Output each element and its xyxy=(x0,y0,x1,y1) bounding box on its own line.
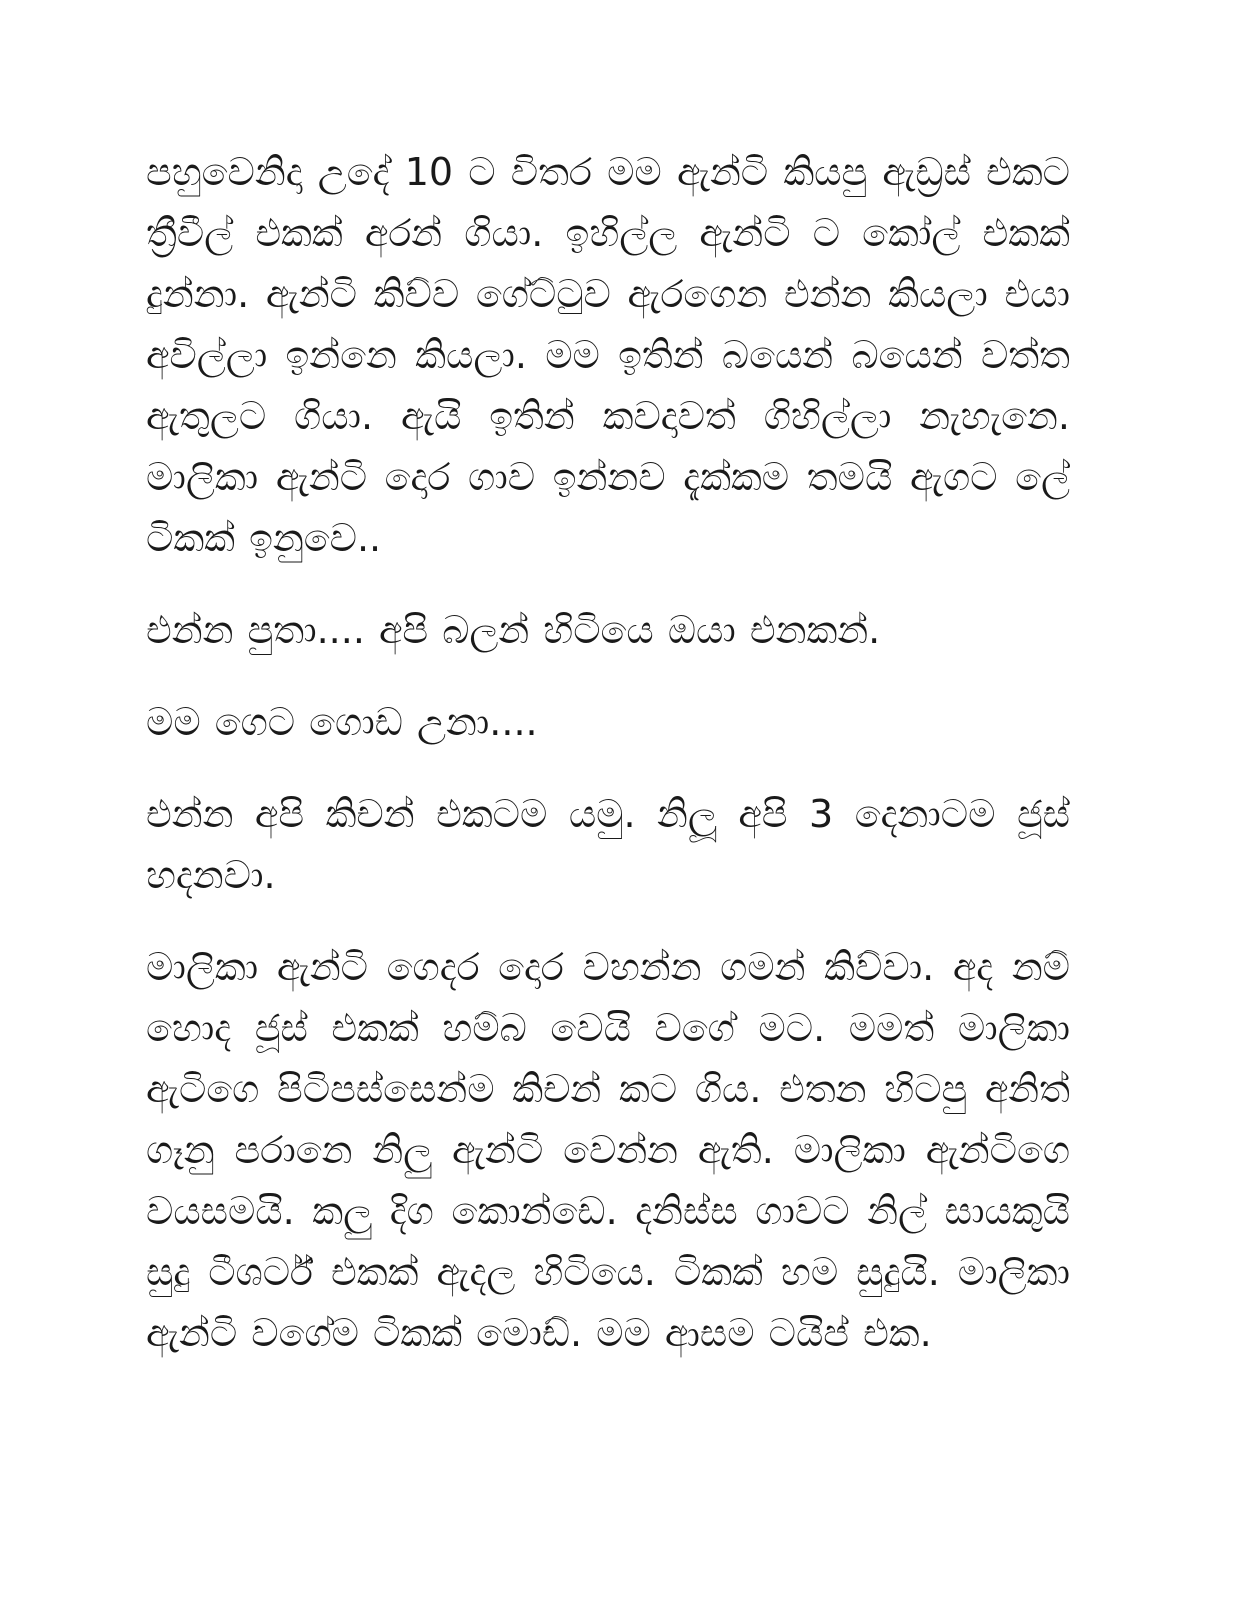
paragraph-entering: මම ගෙට ගොඩ උනා.... xyxy=(146,700,538,744)
story-text xyxy=(146,142,1070,1364)
paragraph-welcome: එන්න පුතා.... අපි බලන් හිටියෙ ඔයා එනකන්. xyxy=(146,608,881,652)
paragraph-description: මාලිකා ඇන්ටි ගෙදර දොර වහන්න ගමන් කිව්වා. අද නම් හොද ජූස් එකක් හම්බ වෙයි වගේ මට. මමත් මාලිකා ඇටිගෙ පිටිපස්සෙන්ම කිචන් කට ගිය. එතන හිටපු අනිත් ගෑනු පරානෙ නිලු ඇන්ටි වෙන්න ඇති. මාලිකා ඇන්ටිගෙ වයසමයි. කලු දිග කොන්ඩෙ. දනිස්ස ගාවට නිල් සායකුයි සුදු ටීශර්ට් එකක් ඇදල හිටියෙ. ටිකක් හම සුදුයි. මාලිකා ඇන්ටි වගේම ටිකක් මොඩ්. මම ආසම ටයිප් එක. xyxy=(146,945,1070,1355)
paragraph-arrival: පහුවෙනිදා උදේ 10 ට විතර මම ඇන්ටි කියපු ඇඩ්‍රස් එකට ත්‍රීවීල් එකක් අරන් ගියා. ඉහිල්ල ඇන්ටි ට කෝල් එකක් දුන්නා. ඇන්ටි කිව්ව ගේට්ටුව ඇරගෙන එන්න කියලා එයා අවිල්ලා ඉන්නෙ කියලා. මම ඉතින් බයෙන් බයෙන් වත්ත ඇතුලට ගියා. ඇයි ඉතින් කවදාවත් ගිහිල්ලා නැහැනෙ. මාලිකා ඇන්ටි දොර ගාව ඉන්නව දැක්කම තමයි ඇගට ලේ ටිකක් ඉනුවෙ.. xyxy=(146,150,1070,560)
paragraph-kitchen-invite: එන්න අපි කිචන් එකටම යමු. නිලූ අපි 3 දෙනාටම ජූස් හදනවා. xyxy=(146,792,1070,897)
